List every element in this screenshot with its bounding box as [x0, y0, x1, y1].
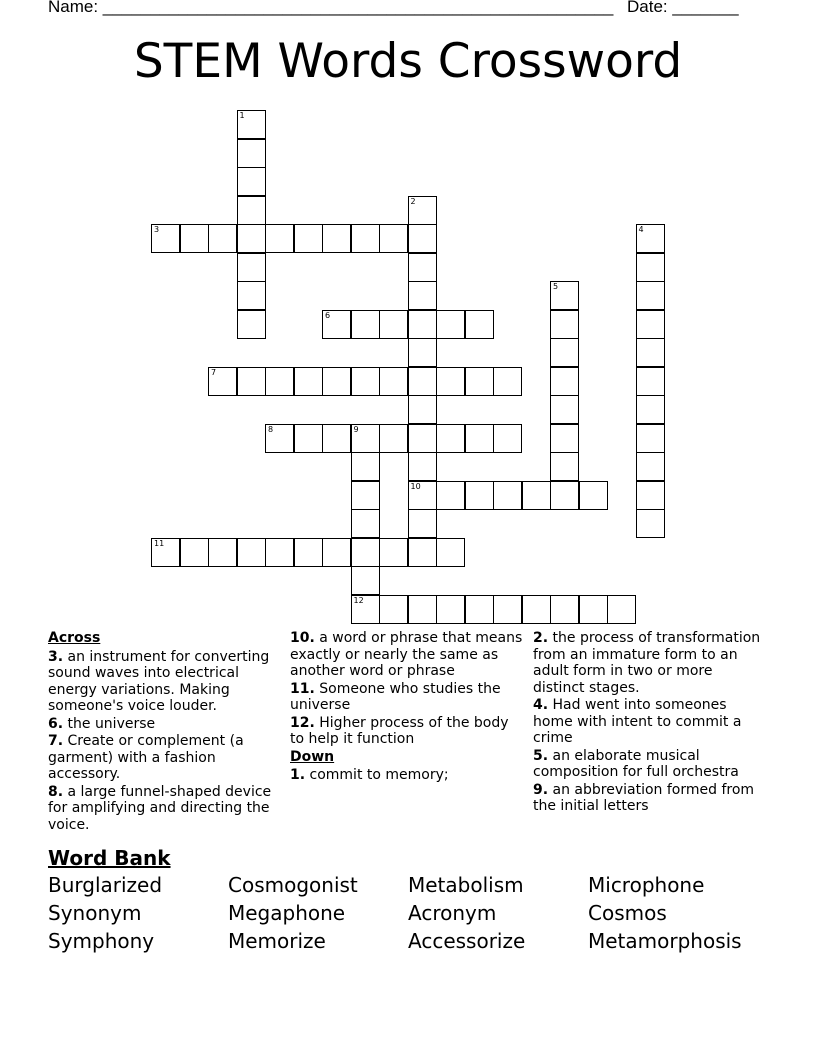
- crossword-cell[interactable]: [208, 538, 237, 567]
- clue-text: the process of transformation from an immature form to an adult form in two or more distinct stages.: [533, 630, 761, 696]
- crossword-cell[interactable]: [579, 595, 608, 624]
- clue-item: [48, 733, 280, 783]
- crossword-cell[interactable]: [379, 424, 408, 453]
- clue-column-2: [290, 630, 526, 785]
- crossword-cell[interactable]: [550, 452, 579, 481]
- crossword-cell[interactable]: [465, 481, 494, 510]
- crossword-cell[interactable]: [408, 538, 437, 567]
- date-field[interactable]: Date: _______: [627, 0, 739, 16]
- clue-number-label: 6.: [48, 715, 64, 732]
- crossword-cell[interactable]: [493, 367, 522, 396]
- crossword-cell[interactable]: [408, 509, 437, 538]
- word-bank-title: Word Bank: [48, 846, 171, 870]
- clue-text: a large funnel-shaped device for amplifying and directing the voice.: [48, 783, 272, 833]
- crossword-cell[interactable]: [408, 281, 437, 310]
- crossword-cell[interactable]: [522, 481, 551, 510]
- crossword-cell[interactable]: [237, 196, 266, 225]
- clue-text: an elaborate musical composition for full orchestra: [533, 747, 739, 780]
- clue-text: Create or complement (a garment) with a fashion accessory.: [48, 733, 244, 782]
- crossword-cell[interactable]: [465, 367, 494, 396]
- clue-number: 5: [553, 282, 559, 291]
- crossword-cell[interactable]: [436, 367, 465, 396]
- crossword-cell[interactable]: [379, 595, 408, 624]
- clue-number: 12: [353, 595, 364, 605]
- word-bank-item: Accessorize: [408, 929, 526, 953]
- crossword-cell[interactable]: [636, 424, 665, 453]
- crossword-cell[interactable]: [636, 367, 665, 396]
- crossword-cell[interactable]: [493, 481, 522, 510]
- word-bank-item: Cosmogonist: [228, 873, 358, 897]
- word-bank-item: Megaphone: [228, 901, 346, 925]
- clue-item: [533, 748, 765, 781]
- clue-text: a word or phrase that means exactly or nearly the same as another word or phrase: [290, 630, 523, 679]
- crossword-cell[interactable]: [436, 538, 465, 567]
- crossword-cell[interactable]: [351, 452, 380, 481]
- clue-number: 3: [154, 225, 160, 234]
- clue-number-label: 3.: [48, 648, 64, 665]
- clue-number-label: 11.: [290, 680, 315, 697]
- crossword-cell[interactable]: [351, 424, 380, 453]
- crossword-cell[interactable]: [237, 253, 266, 282]
- crossword-cell[interactable]: [550, 338, 579, 367]
- clue-item: [48, 784, 280, 834]
- crossword-cell[interactable]: [436, 310, 465, 339]
- clue-number: 10: [410, 481, 421, 491]
- clue-item: [290, 681, 526, 714]
- crossword-cell[interactable]: [351, 367, 380, 396]
- crossword-cell[interactable]: [351, 566, 380, 595]
- clue-number-label: 8.: [48, 783, 64, 800]
- crossword-cell[interactable]: [408, 595, 437, 624]
- crossword-cell[interactable]: [265, 224, 294, 253]
- word-bank-item: Metamorphosis: [588, 929, 742, 953]
- crossword-cell[interactable]: [322, 538, 351, 567]
- clue-number-label: 10.: [290, 630, 315, 646]
- clue-text: an instrument for converting sound waves into electrical energy variations. Making someone's voice louder.: [48, 648, 270, 714]
- clue-text: an abbreviation formed from the initial letters: [533, 781, 755, 814]
- crossword-cell[interactable]: [322, 367, 351, 396]
- crossword-cell[interactable]: [379, 224, 408, 253]
- crossword-cell[interactable]: [636, 310, 665, 339]
- crossword-cell[interactable]: [379, 367, 408, 396]
- crossword-cell[interactable]: [636, 281, 665, 310]
- clue-number-label: 7.: [48, 733, 64, 749]
- clue-number-label: 12.: [290, 714, 315, 731]
- crossword-cell[interactable]: [351, 224, 380, 253]
- clue-number: 1: [239, 111, 245, 120]
- crossword-cell[interactable]: [408, 395, 437, 424]
- crossword-cell[interactable]: [322, 310, 351, 339]
- crossword-cell[interactable]: [351, 310, 380, 339]
- crossword-cell[interactable]: [351, 595, 380, 624]
- name-field[interactable]: Name: ______________________________________________________: [48, 0, 614, 16]
- crossword-cell[interactable]: [493, 424, 522, 453]
- crossword-cell[interactable]: [436, 424, 465, 453]
- clue-text: the universe: [63, 715, 156, 732]
- clue-number: 9: [353, 424, 359, 434]
- clue-heading: Down: [290, 748, 335, 765]
- crossword-cell[interactable]: [351, 509, 380, 538]
- crossword-cell[interactable]: [408, 224, 437, 253]
- crossword-cell[interactable]: [636, 338, 665, 367]
- clue-number: 8: [268, 424, 274, 434]
- crossword-cell[interactable]: [436, 595, 465, 624]
- word-bank-item: Cosmos: [588, 901, 667, 925]
- crossword-cell[interactable]: [436, 481, 465, 510]
- crossword-cell[interactable]: [408, 338, 437, 367]
- crossword-cell[interactable]: [208, 367, 237, 396]
- clue-text: Higher process of the body to help it function: [290, 714, 509, 747]
- crossword-cell[interactable]: [550, 395, 579, 424]
- crossword-cell[interactable]: [465, 424, 494, 453]
- clue-heading: Across: [48, 630, 101, 646]
- crossword-cell[interactable]: [265, 424, 294, 453]
- crossword-cell[interactable]: [237, 281, 266, 310]
- crossword-cell[interactable]: [237, 367, 266, 396]
- clue-item: [290, 630, 526, 680]
- crossword-cell[interactable]: [237, 110, 266, 139]
- clue-item: [533, 630, 765, 696]
- crossword-cell[interactable]: [208, 224, 237, 253]
- page-title: STEM Words Crossword: [133, 34, 683, 89]
- crossword-cell[interactable]: [379, 538, 408, 567]
- clue-number-label: 5.: [533, 747, 549, 764]
- clue-number: 7: [211, 367, 217, 377]
- crossword-cell[interactable]: [351, 538, 380, 567]
- crossword-cell[interactable]: [522, 595, 551, 624]
- crossword-cell[interactable]: [550, 281, 579, 310]
- crossword-cell[interactable]: [408, 424, 437, 453]
- clue-number-label: 9.: [533, 781, 549, 798]
- clue-text: commit to memory;: [305, 767, 449, 783]
- crossword-cell[interactable]: [636, 224, 665, 253]
- crossword-cell[interactable]: [636, 481, 665, 510]
- clue-item: [533, 782, 765, 815]
- crossword-cell[interactable]: [265, 538, 294, 567]
- crossword-cell[interactable]: [237, 224, 266, 253]
- clue-text: Someone who studies the universe: [290, 680, 501, 713]
- crossword-cell[interactable]: [465, 595, 494, 624]
- clue-number: 4: [638, 225, 644, 234]
- clue-number-label: 2.: [533, 630, 549, 646]
- crossword-cell[interactable]: [408, 481, 437, 510]
- crossword-cell[interactable]: [408, 310, 437, 339]
- word-bank-item: Synonym: [48, 901, 142, 925]
- crossword-cell[interactable]: [408, 452, 437, 481]
- clue-number-label: 4.: [533, 697, 549, 713]
- crossword-cell[interactable]: [607, 595, 636, 624]
- crossword-cell[interactable]: [493, 595, 522, 624]
- clue-number: 2: [410, 196, 416, 206]
- clue-column-3: [533, 630, 765, 816]
- crossword-cell[interactable]: [151, 224, 180, 253]
- crossword-cell[interactable]: [550, 424, 579, 453]
- clue-number-label: 1.: [290, 767, 306, 783]
- clue-item: [290, 715, 526, 748]
- crossword-cell[interactable]: [265, 367, 294, 396]
- crossword-cell[interactable]: [550, 310, 579, 339]
- crossword-cell[interactable]: [237, 310, 266, 339]
- crossword-cell[interactable]: [636, 452, 665, 481]
- clue-column-1: [48, 630, 280, 834]
- crossword-cell[interactable]: [379, 310, 408, 339]
- crossword-cell[interactable]: [550, 481, 579, 510]
- crossword-cell[interactable]: [237, 538, 266, 567]
- crossword-cell[interactable]: [636, 509, 665, 538]
- crossword-cell[interactable]: [180, 538, 209, 567]
- crossword-cell[interactable]: [180, 224, 209, 253]
- crossword-cell[interactable]: [351, 481, 380, 510]
- crossword-cell[interactable]: [237, 167, 266, 196]
- crossword-cell[interactable]: [322, 424, 351, 453]
- clue-text: Had went into someones home with intent to commit a crime: [533, 697, 742, 746]
- word-bank-item: Acronym: [408, 901, 497, 925]
- clue-item: [533, 697, 765, 747]
- word-bank-item: Microphone: [588, 873, 705, 897]
- crossword-cell[interactable]: [408, 253, 437, 282]
- word-bank-item: Symphony: [48, 929, 155, 953]
- crossword-cell[interactable]: [237, 139, 266, 168]
- clue-number: 11: [154, 538, 165, 548]
- crossword-cell[interactable]: [151, 538, 180, 567]
- clue-item: [48, 649, 280, 715]
- clue-number: 6: [325, 310, 331, 320]
- clue-item: [290, 767, 526, 784]
- crossword-cell[interactable]: [294, 424, 323, 453]
- crossword-cell[interactable]: [550, 595, 579, 624]
- crossword-cell[interactable]: [294, 538, 323, 567]
- clue-item: [48, 716, 280, 733]
- crossword-cell[interactable]: [294, 367, 323, 396]
- word-bank-item: Burglarized: [48, 873, 163, 897]
- crossword-cell[interactable]: [408, 367, 437, 396]
- crossword-cell[interactable]: [636, 395, 665, 424]
- crossword-cell[interactable]: [579, 481, 608, 510]
- crossword-cell[interactable]: [636, 253, 665, 282]
- crossword-cell[interactable]: [550, 367, 579, 396]
- crossword-cell[interactable]: [294, 224, 323, 253]
- crossword-cell[interactable]: [465, 310, 494, 339]
- crossword-cell[interactable]: [322, 224, 351, 253]
- word-bank-item: Memorize: [228, 929, 326, 953]
- word-bank-item: Metabolism: [408, 873, 524, 897]
- crossword-cell[interactable]: [408, 196, 437, 225]
